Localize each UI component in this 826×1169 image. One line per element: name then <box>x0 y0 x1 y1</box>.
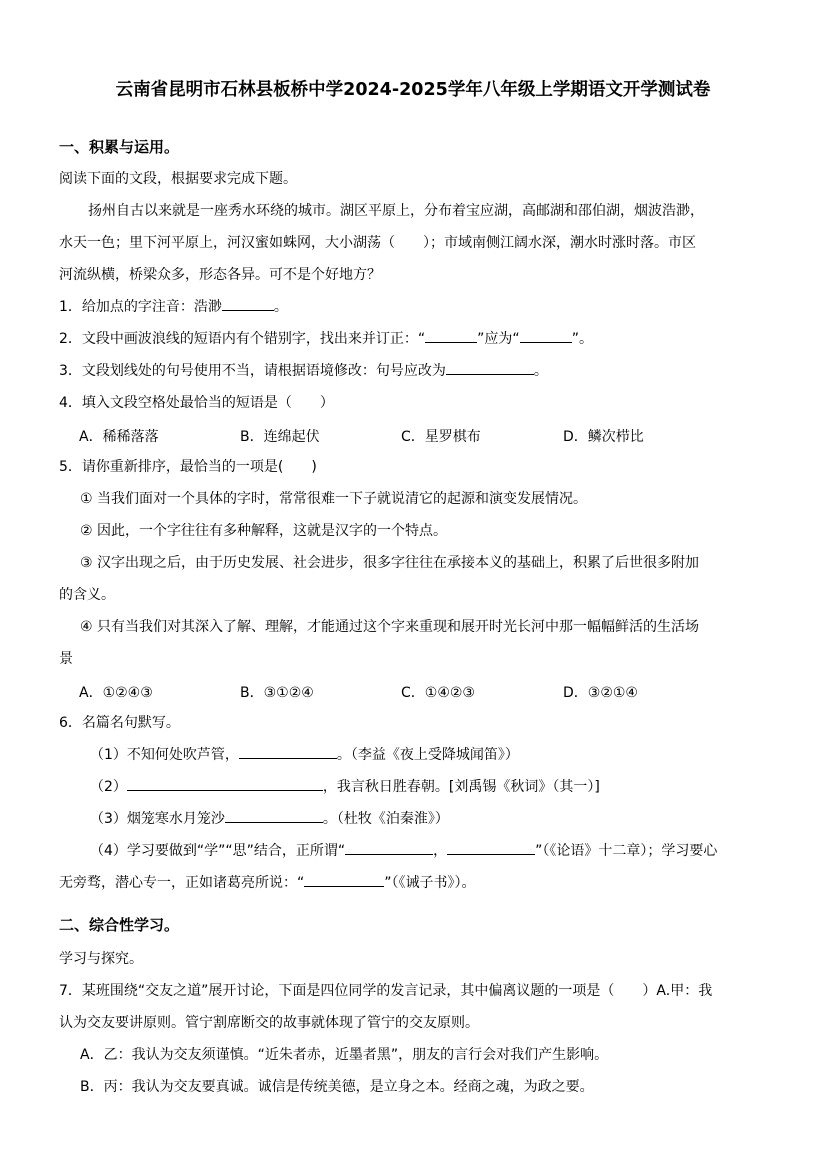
passage-line-2: 水天一色；里下河平原上，河汉蜜如蛛网，大小湖荡（ ）；市域南侧江阔水深，潮水时涨时落。市区 <box>59 235 696 251</box>
q2-blank-2[interactable] <box>520 330 572 343</box>
question-3 <box>59 362 548 380</box>
q1-text: 1．给加点的字注音：浩渺 <box>59 299 222 315</box>
q5-sentence-4b: 景 <box>59 651 73 667</box>
q6-2-text: （2） <box>90 779 127 795</box>
q6-item-1 <box>90 746 519 764</box>
q2-blank-1[interactable] <box>425 330 477 343</box>
q7-option-a[interactable]: A．乙：我认为交友须谨慎。“近朱者赤，近墨者黑”，朋友的言行会对我们产生影响。 <box>80 1047 609 1063</box>
question-7-line-1: 7．某班围绕“交友之道”展开讨论，下面是四位同学的发言记录，其中偏离议题的一项是（ ）A.甲：我 <box>59 983 713 999</box>
section2-heading: 二、综合性学习。 <box>59 916 180 934</box>
q6-4-cont-text: 无旁骛，潜心专一，正如诸葛亮所说：“ <box>59 875 305 891</box>
q2-mid: ”应为“ <box>477 331 520 347</box>
question-5: 5．请你重新排序，最恰当的一项是( ) <box>59 459 317 475</box>
q6-1-text: （1）不知何处吹芦管， <box>90 747 239 763</box>
q6-item-4-cont <box>59 874 476 892</box>
q4-option-c[interactable]: C．星罗棋布 <box>401 429 481 445</box>
q2-text: 2．文段中画波浪线的短语内有个错别字，找出来并订正：“ <box>59 331 426 347</box>
q6-4-source: ”（《论语》十二章）；学习要心 <box>535 843 718 859</box>
page-title: 云南省昆明市石林县板桥中学2024-2025学年八年级上学期语文开学测试卷 <box>115 80 711 100</box>
section1-intro: 阅读下面的文段，根据要求完成下题。 <box>59 171 297 187</box>
q6-item-3 <box>90 810 449 828</box>
q4-option-b[interactable]: B．连绵起伏 <box>240 429 320 445</box>
q7-option-b[interactable]: B．丙：我认为交友要真诚。诚信是传统美德，是立身之本。经商之魂，为政之要。 <box>80 1079 594 1095</box>
q6-4-blank-3[interactable] <box>304 874 384 887</box>
q6-1-blank[interactable] <box>239 746 337 759</box>
q4-option-a[interactable]: A．稀稀落落 <box>79 429 159 445</box>
q6-item-2 <box>90 778 600 796</box>
q3-blank[interactable] <box>446 362 534 375</box>
question-1 <box>59 298 288 316</box>
q5-sentence-2: ② 因此，一个字往往有多种解释，这就是汉字的一个特点。 <box>80 523 447 539</box>
q3-end: 。 <box>533 363 548 379</box>
q6-4-blank-1[interactable] <box>345 842 433 855</box>
q5-option-a[interactable]: A．①②④③ <box>79 685 153 701</box>
q5-sentence-3b: 的含义。 <box>59 587 115 603</box>
section2-intro: 学习与探究。 <box>59 951 143 967</box>
q6-4-comma: ， <box>433 843 448 859</box>
q6-3-text: （3）烟笼寒水月笼沙 <box>90 811 225 827</box>
q5-option-b[interactable]: B．③①②④ <box>240 685 314 701</box>
q5-sentence-1: ① 当我们面对一个具体的字时，常常很难一下子就说清它的起源和演变发展情况。 <box>80 491 587 507</box>
question-6: 6．名篇名句默写。 <box>59 715 180 731</box>
q3-text: 3．文段划线处的句号使用不当，请根据语境修改：句号应改为 <box>59 363 446 379</box>
question-4: 4．填入文段空格处最恰当的短语是（ ） <box>59 395 334 411</box>
q5-sentence-3a: ③ 汉字出现之后，由于历史发展、社会进步，很多字往往在承接本义的基础上，积累了后世很多附加 <box>80 555 699 571</box>
q1-end: 。 <box>273 299 288 315</box>
passage-line-3: 河流纵横，桥梁众多，形态各异。可不是个好地方？ <box>59 267 381 283</box>
passage-line-1: 扬州自古以来就是一座秀水环绕的城市。湖区平原上，分布着宝应湖，高邮湖和邵伯湖，烟波浩渺， <box>88 203 704 219</box>
q6-2-source: ，我言秋日胜春朝。[刘禹锡《秋词》（其一）] <box>322 779 600 795</box>
q6-2-blank[interactable] <box>127 778 323 791</box>
q6-item-4 <box>90 842 717 860</box>
q5-option-c[interactable]: C．①④②③ <box>401 685 475 701</box>
q2-end: ”。 <box>571 331 593 347</box>
q5-sentence-4a: ④ 只有当我们对其深入了解、理解，才能通过这个字来重现和展开时光长河中那一幅幅鲜活的生活场 <box>80 619 699 635</box>
question-2 <box>59 330 593 348</box>
q5-option-d[interactable]: D．③②①④ <box>563 685 638 701</box>
section1-heading: 一、积累与运用。 <box>59 138 180 156</box>
q6-4-cont-source: ”（《诫子书》）。 <box>384 875 476 891</box>
q6-1-source: 。（李益《夜上受降城闻笛》） <box>336 747 519 763</box>
question-7-line-2: 认为交友要讲原则。管宁割席断交的故事就体现了管宁的交友原则。 <box>59 1015 479 1031</box>
q6-4-blank-2[interactable] <box>447 842 535 855</box>
q4-option-d[interactable]: D．鳞次栉比 <box>563 429 644 445</box>
q1-blank[interactable] <box>222 298 274 311</box>
q6-4-text: （4）学习要做到“学”“思”结合，正所谓“ <box>90 843 346 859</box>
q6-3-blank[interactable] <box>225 810 323 823</box>
q6-3-source: 。（杜牧《泊秦淮》） <box>322 811 449 827</box>
